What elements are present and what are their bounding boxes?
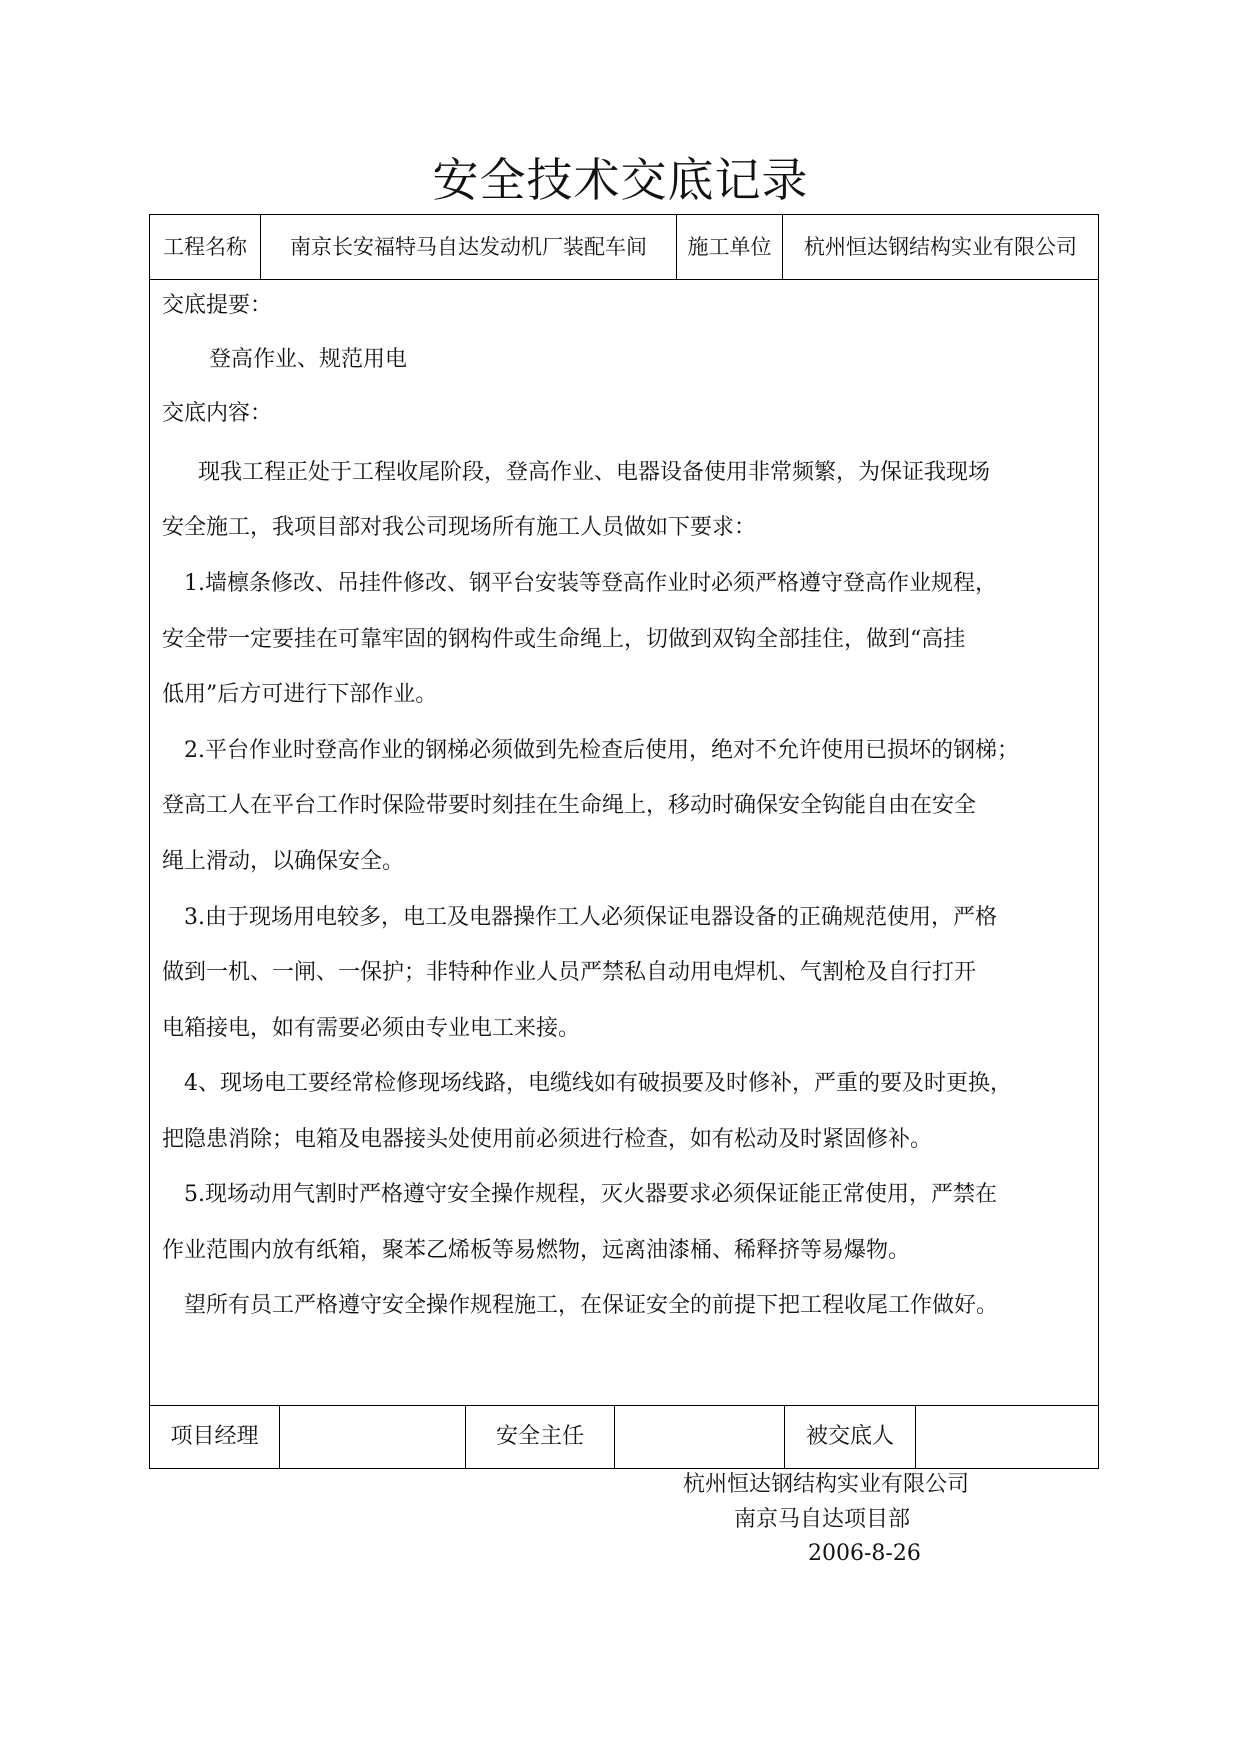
- summary-label: 交底提要：: [162, 293, 273, 318]
- content-line: 现我工程正处于工程收尾阶段，登高作业、电器设备使用非常频繁，为保证我现场: [198, 460, 991, 485]
- footer-department: 南京马自达项目部: [734, 1507, 911, 1532]
- document-title: 安全技术交底记录: [432, 153, 809, 207]
- content-line: 安全带一定要挂在可靠牢固的钢构件或生命绳上，切做到双钩全部挂住，做到“高挂: [162, 627, 966, 652]
- signature-row: [150, 1405, 1098, 1468]
- content-line: 低用”后方可进行下部作业。: [162, 682, 438, 707]
- content-line: 4、现场电工要经常检修现场线路，电缆线如有破损要及时修补，严重的要及时更换，: [184, 1071, 1012, 1096]
- content-line: 把隐患消除；电箱及电器接头处使用前必须进行检查，如有松动及时紧固修补。: [162, 1127, 933, 1152]
- content-line: 登高工人在平台工作时保险带要时刻挂在生命绳上，移动时确保安全钩能自由在安全: [162, 793, 977, 818]
- content-line: 3.由于现场用电较多，电工及电器操作工人必须保证电器设备的正确规范使用，严格: [184, 905, 997, 930]
- content-line: 绳上滑动，以确保安全。: [162, 849, 405, 874]
- footer-date: 2006-8-26: [808, 1541, 921, 1566]
- header-row: [150, 215, 1098, 280]
- disclosure-body: [150, 280, 1098, 1405]
- content-line: 安全施工，我项目部对我公司现场所有施工人员做如下要求：: [162, 515, 757, 540]
- disclosure-form: [149, 214, 1099, 1469]
- safety-director-label: 安全主任: [466, 1406, 615, 1468]
- summary-text: 登高作业、规范用电: [209, 347, 408, 372]
- recipient-signature[interactable]: [916, 1406, 1098, 1468]
- construction-unit-value: 杭州恒达钢结构实业有限公司: [804, 235, 1077, 259]
- content-line: 作业范围内放有纸箱，聚苯乙烯板等易燃物，远离油漆桶、稀释挤等易爆物。: [162, 1238, 911, 1263]
- project-manager-signature[interactable]: [280, 1406, 466, 1468]
- content-line: 望所有员工严格遵守安全操作规程施工，在保证安全的前提下把工程收尾工作做好。: [184, 1293, 999, 1318]
- project-manager-label: 项目经理: [150, 1406, 280, 1468]
- project-name-label: 工程名称: [150, 215, 261, 279]
- recipient-label: 被交底人: [785, 1406, 916, 1468]
- content-line: 2.平台作业时登高作业的钢梯必须做到先检查后使用，绝对不允许使用已损坏的钢梯；: [184, 738, 1019, 763]
- content-line: 5.现场动用气割时严格遵守安全操作规程，灭火器要求必须保证能正常使用，严禁在: [184, 1182, 997, 1207]
- footer-company: 杭州恒达钢结构实业有限公司: [683, 1472, 970, 1497]
- construction-unit-label: 施工单位: [677, 215, 783, 279]
- project-name-value: 南京长安福特马自达发动机厂装配车间: [261, 215, 677, 279]
- content-line: 电箱接电，如有需要必须由专业电工来接。: [162, 1016, 581, 1041]
- content-label: 交底内容：: [162, 401, 273, 426]
- safety-director-signature[interactable]: [615, 1406, 785, 1468]
- content-line: 1.墙檩条修改、吊挂件修改、钢平台安装等登高作业时必须严格遵守登高作业规程，: [184, 571, 997, 596]
- content-line: 做到一机、一闸、一保护；非特种作业人员严禁私自动用电焊机、气割枪及自行打开: [162, 960, 977, 985]
